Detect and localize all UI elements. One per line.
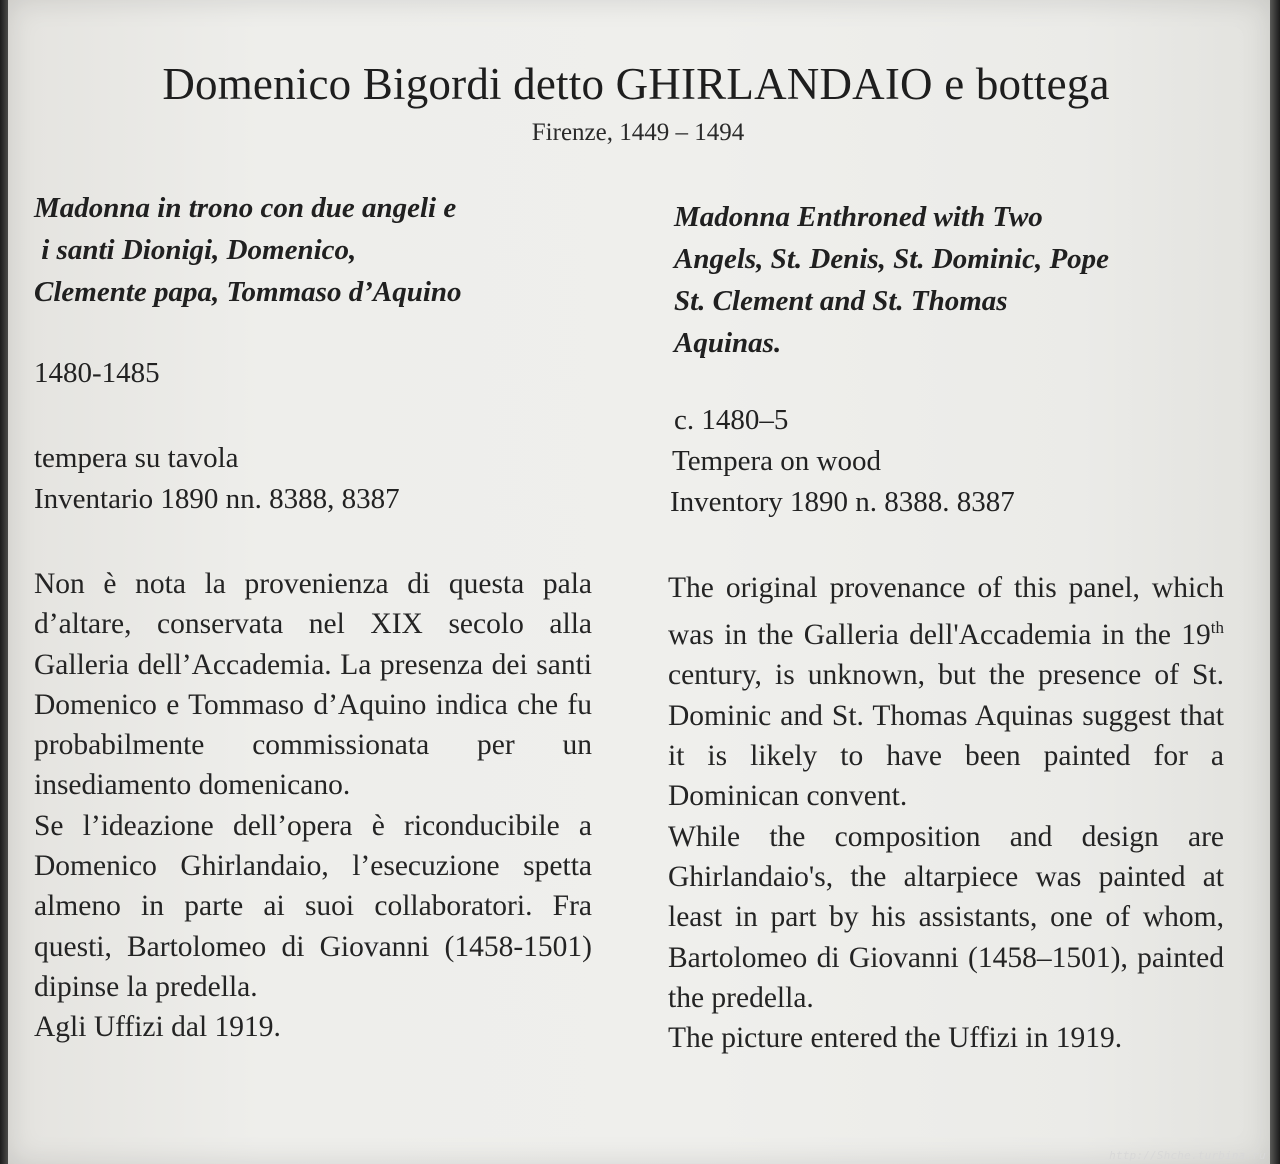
watermark: http://Shche.turbina.ru [1109,1149,1266,1162]
english-work-title-line: Madonna Enthroned with Two [674,201,1043,233]
board-left-edge [0,0,8,1164]
italian-work-title-line: Madonna in trono con due angeli e [34,192,457,224]
italian-work-title [34,187,592,313]
italian-date: 1480-1485 [34,357,160,389]
english-paragraph [668,568,1224,817]
italian-column [34,0,592,1164]
italian-work-title-line: Clemente papa, Tommaso d’Aquino [34,276,462,308]
ordinal-superscript: th [1210,618,1224,638]
italian-description [34,564,592,1048]
english-work-title-line: Angels, St. Denis, St. Dominic, Pope [674,243,1110,275]
italian-paragraph: Agli Uffizi dal 1919. [34,1011,281,1044]
english-paragraph: While the composition and design are Ghirlandaio's, the altarpiece was painted at least in part by his assistants, one of whom, Bartolomeo di Giovanni (1458–1501), painted the predella. [668,820,1224,1014]
english-paragraph-text: century, is unknown, but the presence of St. Dominic and St. Thomas Aquinas suggest that it is likely to have been painted for a Dominican convent. [668,659,1224,813]
italian-paragraph: Se l’ideazione dell’opera è riconducibile a Domenico Ghirlandaio, l’esecuzione spetta almeno in parte ai suoi collaboratori. Fra questi, Bartolomeo di Giovanni (1458-1501) dipinse la predella. [34,809,592,1003]
english-work-title-line: Aquinas. [674,327,782,359]
english-column [664,0,1224,1164]
artist-title: Domenico Bigordi detto GHIRLANDAIO e bottega [162,59,1110,109]
english-work-title-line: St. Clement and St. Thomas [674,285,1008,317]
italian-work-title-line: i santi Dionigi, Domenico, [34,234,357,266]
english-inventory: Inventory 1890 n. 8388. 8387 [670,486,1015,518]
english-medium: Tempera on wood [672,445,881,477]
italian-paragraph: Non è nota la provenienza di questa pala d’altare, conservata nel XIX secolo alla Galleria dell’Accademia. La presenza dei santi Domenico e Tommaso d’Aquino indica che fu probabilmente commissionata per un insediamento domenicano. [34,568,592,802]
artist-subtitle: Firenze, 1449 – 1494 [531,119,745,146]
english-work-title [674,196,1230,364]
english-date: c. 1480–5 [674,404,789,436]
italian-inventory: Inventario 1890 nn. 8388, 8387 [34,483,400,515]
english-description [668,568,1224,1058]
english-paragraph-text: The original provenance of this panel, which was in the Galleria dell'Accademia in the 19 [668,572,1224,652]
english-paragraph: The picture entered the Uffizi in 1919. [668,1022,1123,1055]
italian-medium: tempera su tavola [34,442,239,474]
board-right-edge [1270,0,1280,1164]
